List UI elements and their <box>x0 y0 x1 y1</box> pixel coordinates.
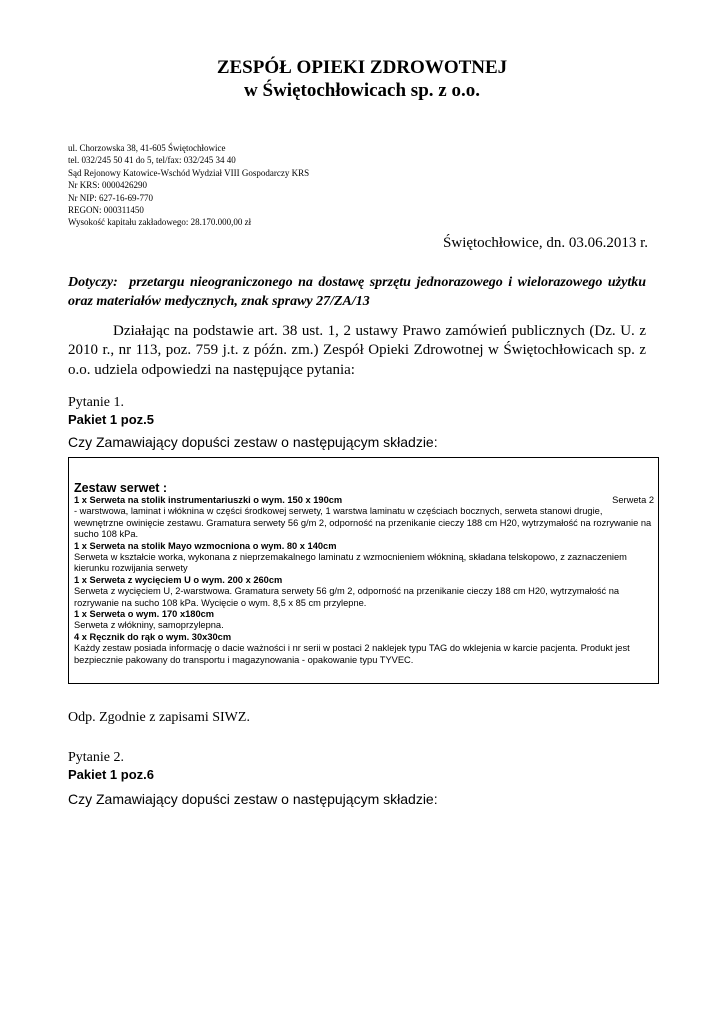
answer-1: Odp. Zgodnie z zapisami SIWZ. <box>68 710 250 725</box>
kit-item-4-title: 1 x Serweta o wym. 170 x180cm <box>74 609 215 620</box>
kit-item-4-description: Serweta z włókniny, samoprzylepna. <box>74 620 224 631</box>
organization-subtitle: w Świętochłowicach sp. z o.o. <box>244 80 480 101</box>
contact-address: ul. Chorzowska 38, 41-605 Świętochłowice <box>68 143 226 153</box>
kit-item-5-description: Każdy zestaw posiada informację o dacie ważności i nr serii w postaci 2 naklejek typu TAG do wklejenia w karcie pacjenta. Produkt jest bezpiecznie pakowany do transportu i magazynowania - opakowanie typu TYVEC. <box>74 643 630 665</box>
kit-item-2-description: Serweta w kształcie worka, wykonana z nieprzemakalnego laminatu z wzmocnieniem włókniną, składana telskopowo, z zaznaczeniem kierunku rozwijania serwety <box>74 552 627 574</box>
kit-title: Zestaw serwet : <box>74 481 168 495</box>
question-1-text: Czy Zamawiający dopuści zestaw o następującym składzie: <box>68 434 438 450</box>
kit-item-1-note: Serweta 2 <box>612 495 654 505</box>
intro-paragraph: Działając na podstawie art. 38 ust. 1, 2 ustawy Prawo zamówień publicznych (Dz. U. z 2010 r., nr 113, poz. 759 j.t. z późn. zm.) Zespół Opieki Zdrowotnej w Świętochłowicach sp. z o.o. udziela odpowiedzi na następujące pytania: <box>68 323 646 378</box>
kit-item-3-title: 1 x Serweta z wycięciem U o wym. 200 x 260cm <box>74 574 283 585</box>
kit-item-5-title: 4 x Ręcznik do rąk o wym. 30x30cm <box>74 631 232 642</box>
subject-text: przetargu nieograniczonego na dostawę sprzętu jednorazowego i wielorazowego użytku oraz materiałów medycznych, znak sprawy 27/ZA/13 <box>68 275 647 309</box>
subject-label: Dotyczy: <box>68 275 118 290</box>
question-1-package: Pakiet 1 poz.5 <box>68 412 154 427</box>
document-date: Świętochłowice, dn. 03.06.2013 r. <box>443 235 648 251</box>
contact-nip: Nr NIP: 627-16-69-770 <box>68 192 153 203</box>
organization-title: ZESPÓŁ OPIEKI ZDROWOTNEJ <box>216 57 508 78</box>
kit-item-3-description: Serweta z wycięciem U, 2-warstwowa. Gramatura serwety 56 g/m 2, odporność na przenikanie cieczy 188 cm H20, wytrzymałość na rozrywanie na sucho 108 kPa. Wycięcie o wym. 8,5 x 85 cm przylepne. <box>74 586 620 608</box>
kit-description-content <box>74 481 654 666</box>
question-1-label: Pytanie 1. <box>68 395 124 410</box>
contact-regon: REGON: 000311450 <box>68 205 144 216</box>
kit-description-box <box>68 457 659 684</box>
contact-krs: Nr KRS: 0000426290 <box>68 180 148 191</box>
kit-item-1-description: - warstwowa, laminat i włóknina w części środkowej serwety, 1 warstwa laminatu w częściach bocznych, serweta stanowi drugie, wewnętrzne owinięcie zestawu. Gramatura serwety 56 g/m 2, odporność na przenikanie cieczy 188 cm H20, wytrzymałość na rozrywanie na sucho 108 kPa. <box>74 506 652 540</box>
question-2-package: Pakiet 1 poz.6 <box>68 767 154 782</box>
kit-item-1-title: 1 x Serweta na stolik instrumentariuszki o wym. 150 x 190cm <box>74 495 343 505</box>
contact-phone: tel. 032/245 50 41 do 5, tel/fax: 032/245 34 40 <box>68 155 236 166</box>
question-2-text: Czy Zamawiający dopuści zestaw o następującym składzie: <box>68 791 438 807</box>
contact-block <box>68 142 309 229</box>
contact-capital: Wysokość kapitału zakładowego: 28.170.000,00 zł <box>68 217 252 228</box>
contact-court: Sąd Rejonowy Katowice-Wschód Wydział VIII Gospodarczy KRS <box>68 167 310 178</box>
question-2-label: Pytanie 2. <box>68 750 124 765</box>
kit-item-1-header <box>74 495 654 506</box>
kit-item-2-title: 1 x Serweta na stolik Mayo wzmocniona o wym. 80 x 140cm <box>74 540 337 551</box>
subject-paragraph <box>68 273 646 311</box>
